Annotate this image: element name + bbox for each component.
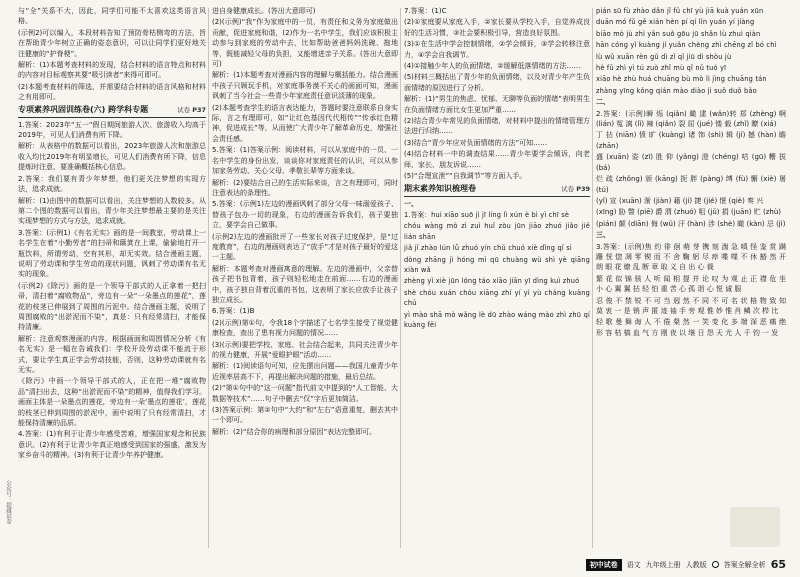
pinyin-line: zhàng yīng kǒng qián mào diào jì suǒ duǒ bǎo [596,86,757,95]
pinyin-line: biāo mò jù zhì yǎn suǒ gōu jū shǎn lù zhuì qiàn [596,29,761,38]
paragraph: 《除污》中画一个领导干部式的人，正在把一堆“腐败物品”清扫出去，这种“出淤泥而不染”的精神，值得我们学习。画面主体是一朵墨点的莲花，旁边有一朵‘墨点的莲花’，莲花的枝茎已伸到周围的淤泥中，画中说明了只有经常清扫，才能保持清廉的品质。 [18,377,206,428]
paragraph: 解析：本题考查对漫画寓意的理解。左边的漫画中，父亲替孩子把书包背着，孩子则轻松地走在前面……右边的漫画中，孩子独自背着沉重的书包，这表明了家长应放手让孩子独立成长。 [212,264,398,304]
paragraph: 解析：(1)阅读语句可知，应先摆出问题——我国儿童青少年近视率居高不下，再提出解决问题的措施，最后总结。 [212,362,398,381]
section-ref: 试卷 P37 [177,106,206,115]
paragraph: 盛 (xuān) 姿 (zī) 胜 仰 (yǎng) 澄 (chéng) 咕 (gū) 糟 拔 (bá) [596,153,786,172]
edition-label: 人教版 [685,560,707,569]
paragraph: 2.答案：我们要有青少年梦想，他们更关注梦想的实现方法，追求成就。 [18,174,206,194]
paragraph: 4.答案：(1)有利于让青少年感受苦难，增强国家观念和民族意识。(2)有利于让青少年真正地感受到国家的强盛，激发为家乡奋斗的精神。(3)有利于让青少年养护健康。 [18,430,206,460]
subject-label: 语文 [626,560,641,569]
paragraph: 5.答案：(1)答案示例：阅读材料，可以从家庭中的一员、一名中学生的身份出发，谈谈你对家庭责任的认识，可以从参加家务劳动、关心父母、孝敬长辈等方面来谈。 [212,146,398,176]
section-header-special-training [18,105,206,118]
column-divider [400,8,401,548]
part-heading: 二、 [596,98,610,107]
pinyin-line: shè chóu xuán chóu xiāng zhí yí yì yù cháng kuàng chú [404,288,590,308]
paragraph: 烂 疏 (zhǒng) 颁 (kāng) 扼 胖 (pàng) 缚 (fù) 懈 (xiè) 屠 (tú) [596,175,786,194]
page-footer [0,555,800,577]
paragraph: 解析：(1)本题考查对漫画内容的理解与概括能力。结合漫画中孩子只顾玩手机，对家庭事务漠不关心的画面可知，漫画讽刺了当今社会一些青少年家庭责任意识淡薄的现象。 [212,71,398,101]
section-header-final-review [404,184,590,197]
paragraph: 2.答案：(示例)瞬 烁 (qiǎn) 瞰 逮 (wǎn)转 郑 (zhèng) 啊 (lián) 冤 漓 (lǐ) 辣 (qiǎn) 裂 屈 (jué) 镂 毅 (zhǐ) 瞭 (xiá) [596,109,786,129]
circle-icon [712,561,719,568]
paragraph: 解析：(2)要结合自己的生活实际来谈，言之有理即可，同时注意表达的条理性。 [212,178,398,197]
series-label: 答案全解全析 [723,560,766,569]
pinyin-line: zhèng yǐ xiè jūn lóng táo xiāo jiān yī dìng kuì zhuó [404,277,580,286]
column-4 [596,6,786,551]
pinyin-line: lù wǔ xuān rèn gǔ dì zǐ qǐ jiū dì shòu jù [596,52,732,61]
paragraph: (2)(示例)第①句，令我18个字描述了七名学生接受了视觉健康检查，查出了患有视力问题的情况…… [212,318,398,338]
paragraph: 3.答案：(示例)焦 灼 徘 徊 萌 芽 镌 刻 湍 急 嗔 怪 鉴 赏 蹒 跚 恍 惚 凋 零 锲 而 不 舍 鞠 躬 尽 瘁 喋 喋 不 休 豁 然 开 朗 眼 花 缭 乱 断 章 取 义 自 出 心 裁 [596,242,786,272]
section-title: 专项素养巩固训练卷(六) 跨学科专题 [18,105,149,115]
pinyin-line: yì mào shā mò wǎng lè dū zhào wáng mào zhì zhū qí kuàng fěi [404,310,590,329]
pinyin-line: 1.答案：hui xiāo suō jì jī líng lì xún è bì yì chī sè [404,210,570,219]
paragraph: (示例2)左边的漫画批评了一些家长对孩子过度保护，是“过度教育”，右边的漫画则表达了“放手”才是对孩子最好的爱这一主题。 [212,232,398,262]
part-heading: 一、 [404,199,418,208]
paragraph: 3.答案：(示例1)《有名无实》画的是一间教室，劳动课上一名学生在着“小勤劳者”的扫帚和簸箕在上课，偷偷地打开一瓶饮料，所谓劳动，空有其形，却无实效。结合漫画主题，说明了劳动课和学生劳动的现状问题，讽刺了劳动课有名无实的现象。 [18,228,206,279]
pinyin-line: hè fǔ zhì yì tú zuò zhǐ mù qǐ nǔ tuó yī [596,64,727,73]
paragraph: (yǐ) 宣 (xuān) 渐 (jiàn) 藉 (jí) 捷 (jié) 惬 (qiè) 奏 兴 [596,196,764,205]
paragraph: 繁 花 似 锦 骇 人 听 闻 相 提 并 论 叹 为 观 止 正 襟 危 坐 小 心 翼 翼 拈 轻 怕 重 苦 心 孤 诣 心 悦 诚 服 [596,274,786,294]
paragraph: (3)答案示例：第②句中“大约”和“左右”语意重复，删去其中一个即可。 [212,406,398,425]
paragraph: (2)(示例)“我”作为家庭中的一员，有责任和义务为家庭做出贡献，促进家庭和谐，(2)作为一名中学生，我们应该积极主动参与到家庭的劳动中去，比如帮助爸爸妈妈洗碗、拖地等，既能减轻父母的负担，又能增进亲子关系。(答出大意即可) [212,18,398,69]
paragraph: (示例2)《除污》画的是一个领导干部式的人正拿着一把扫帚，清扫着“腐败物品”，旁边有一朵“一朵墨点的莲花”，莲花的枝茎已伸展到了周围的污泥中。结合漫画主题，说明了周围腐败的“出淤泥而不染”，真是：只有经常清扫，才能保持清廉。 [18,281,206,332]
pinyin-line: duān mó fǔ gě xián hèn pí qí lǐn yuán yí jiàng [596,18,755,27]
paragraph: 解析：注意观察漫画的内容，根据画面和周围情况分析《有名无实》是一幅在告诫我们：学校开设劳动课不能流于形式，要让学生真正学会劳动技能，否则，这种劳动课就有名无实。 [18,334,206,374]
column-2 [212,6,398,551]
brand-badge: 初中试卷 [586,559,622,571]
paragraph: (3)①在生活中学会控制情绪，②学会倾诉，③学会转移注意力，④学会自我调节。 [404,40,590,59]
paragraph: 解析：从表格中的数据可以看出，2023年旅游人次和旅游总收入均比2019年有明显增长，可见人们消费有所下降，信息提炼时注意，要准确概括核心信息。 [18,142,206,172]
paragraph: 忍 俊 不 禁 锐 不 可 当 迥 然 不 同 不 可 名 状 格 物 致 知 莫 衷 一 是 销 声 匿 迹 袖 手 旁 观 惟 妙 惟 肖 鳞 次 栉 比 [596,296,786,315]
paragraph: (示例2)可以编入，本段材料告知了预防骨枯侧弯的方法，旨在帮助青少年树立正确的姿态意识，可以让同学们更好地关注健康的“护脊梗”。 [18,28,206,58]
paragraph: (2)“第①句中的“这一问题”指代前文中提到的“人工智能、大数据等技术”……句子中删去“仅”字后更加简洁。 [212,384,398,403]
paragraph: 1.答案：2023年“五一”假日期间旅游人次、旅游收入均高于2019年，可见人们消费有所下降。 [18,120,206,140]
pinyin-line: hān cóng yǐ kuàng jí yuǎn chèng zhì chēng zǐ bó chì [596,41,777,50]
paragraph: 6.答案：(1)B [212,307,255,316]
footer-bar [586,558,786,571]
paragraph: (4)结合材料一中的调查结果……青少年要学会倾诉，向老师、家长、朋友诉说…… [404,150,590,169]
paragraph: (5)“合理宣泄”“自我调节”等方面入手。 [404,172,527,181]
paragraph: (2)①家庭要从家庭入手，②家长要从学校入手，自觉养成良好的生活习惯，③社会要积极引导，营造良好氛围。 [404,18,590,37]
paragraph: (5)材料三概括出了青少年的负面情绪，以及对青少年产生负面情绪的原因进行了分析。 [404,73,590,92]
pinyin-line: chóu wàng mò zì zuì huǐ zòu jūn jiāo zhuó jiǎo jiě lián shān [404,222,590,241]
paragraph: 5.答案：(示例1)左边的漫画讽刺了部分父母一味溺爱孩子、替孩子包办一切的现象，右边的漫画告诉我们，孩子要独立，要学会自己做事。 [212,200,398,230]
pinyin-line: pián sū fù zhào dǎn jǐ fǔ chī yù jiā kuà yuán xūn [596,7,764,15]
paragraph: (4)①接触少年人的负面情绪，②缓解低落情绪的方法…… [404,62,581,71]
paragraph: (2)本题考查学生的语言表达能力，答题时要注意联系自身实际，言之有理即可，如“让红色基因代代相传”“传承红色精神，促进成长”等，从而使广大青少年了解革命历史，增强社会责任感。 [212,103,398,143]
part-heading: 三、 [596,231,610,240]
paragraph: 解析：(1)由图中的数据可以看出，关注梦想的人数较多。从第二个图的数据可以看出，青少年关注梦想最主要的是关注实现梦想的方式与方法，追求成就。 [18,196,206,226]
pinyin-line: dòng zhāng jì hóng mì qū chuàng wù shì yè qiāng xiàn wǎ [404,255,590,274]
column-3 [404,6,590,551]
pinyin-line: jiǎ jǐ zhào lún lǜ zhuó yín chǔ chuó xiè dǐng qǐ sì [404,244,572,253]
paragraph: 与“全”关系不大，因此，同学们可能不太喜欢这类语言风格。 [18,7,206,26]
paragraph: 解析：(1)本题考查材料的发现，结合材料的语言特点和材料的内容对目标观察其要“吸引读者”来得可即可。 [18,61,206,80]
paragraph: (pián) 颠 (diān) 侮 (wǔ) 汗 (hàn) 涉 (shè) 瞰 (kàn) 忌 (jì) [596,219,786,228]
paragraph: 进自身健康成长。(答出大意即可) [212,7,316,15]
section-title: 期末素养知识梳理卷 [404,184,476,194]
section-ref: 试卷 P39 [561,185,590,194]
paragraph: (xīng) 胁 瞥 (piē) 爵 渭 (zhuó) 咀 (jǔ) 捐 (juān) 贮 (zhù) [596,208,782,217]
grade-label: 九年级上册 [645,560,681,569]
paragraph: (3)结合“青少年应对负面情绪的方法”可知…… [404,138,548,147]
column-1 [18,6,206,551]
paragraph: (2)本题考查材料的筛选，并需要结合材料的语言风格和材料之有用即可。 [18,82,206,102]
paragraph: (2)结合青少年常见的负面情绪，对材料中提出的情绪管理方法进行归纳…… [404,117,590,136]
column-divider [208,8,209,548]
watermark-logo [730,507,780,547]
paragraph: 丁 拈 (niān) 愤 旷 (kuàng) 诸 饰 (shì) 辑 (jí) 撼 (hàn) 瞻 (zhān) [596,131,786,150]
side-note: 公众号：超越试卷 [5,480,11,524]
column-divider [592,8,593,548]
pinyin-line: xiāo hè zhù huá chuāng bù mò lì jìng chuāng tán [596,75,767,84]
paragraph: 7.答案：(1)C [404,7,447,15]
paragraph: 解析：(1)“男生的焦虑、忧郁、无聊等负面的情绪”表明男生在负面情绪方面比女生更加严重…… [404,95,590,114]
paragraph: (3)(示例)要把学校、家庭、社会结合起来，共同关注青少年的视力健康，开展“爱眼护眼”活动…… [212,340,398,359]
page-number: 65 [770,558,786,571]
paragraph: 轻 歌 曼 舞 诲 人 不 倦 粲 然 一 笑 变 化 多 端 深 恶 痛 绝 形 容 枯 槁 血 气 方 刚 夜 以 继 日 怨 天 尤 人 千 钧 一 发 [596,318,786,337]
paragraph: 解析：(2)“结合你的病理和部分原因”表达完整即可。 [212,427,377,436]
